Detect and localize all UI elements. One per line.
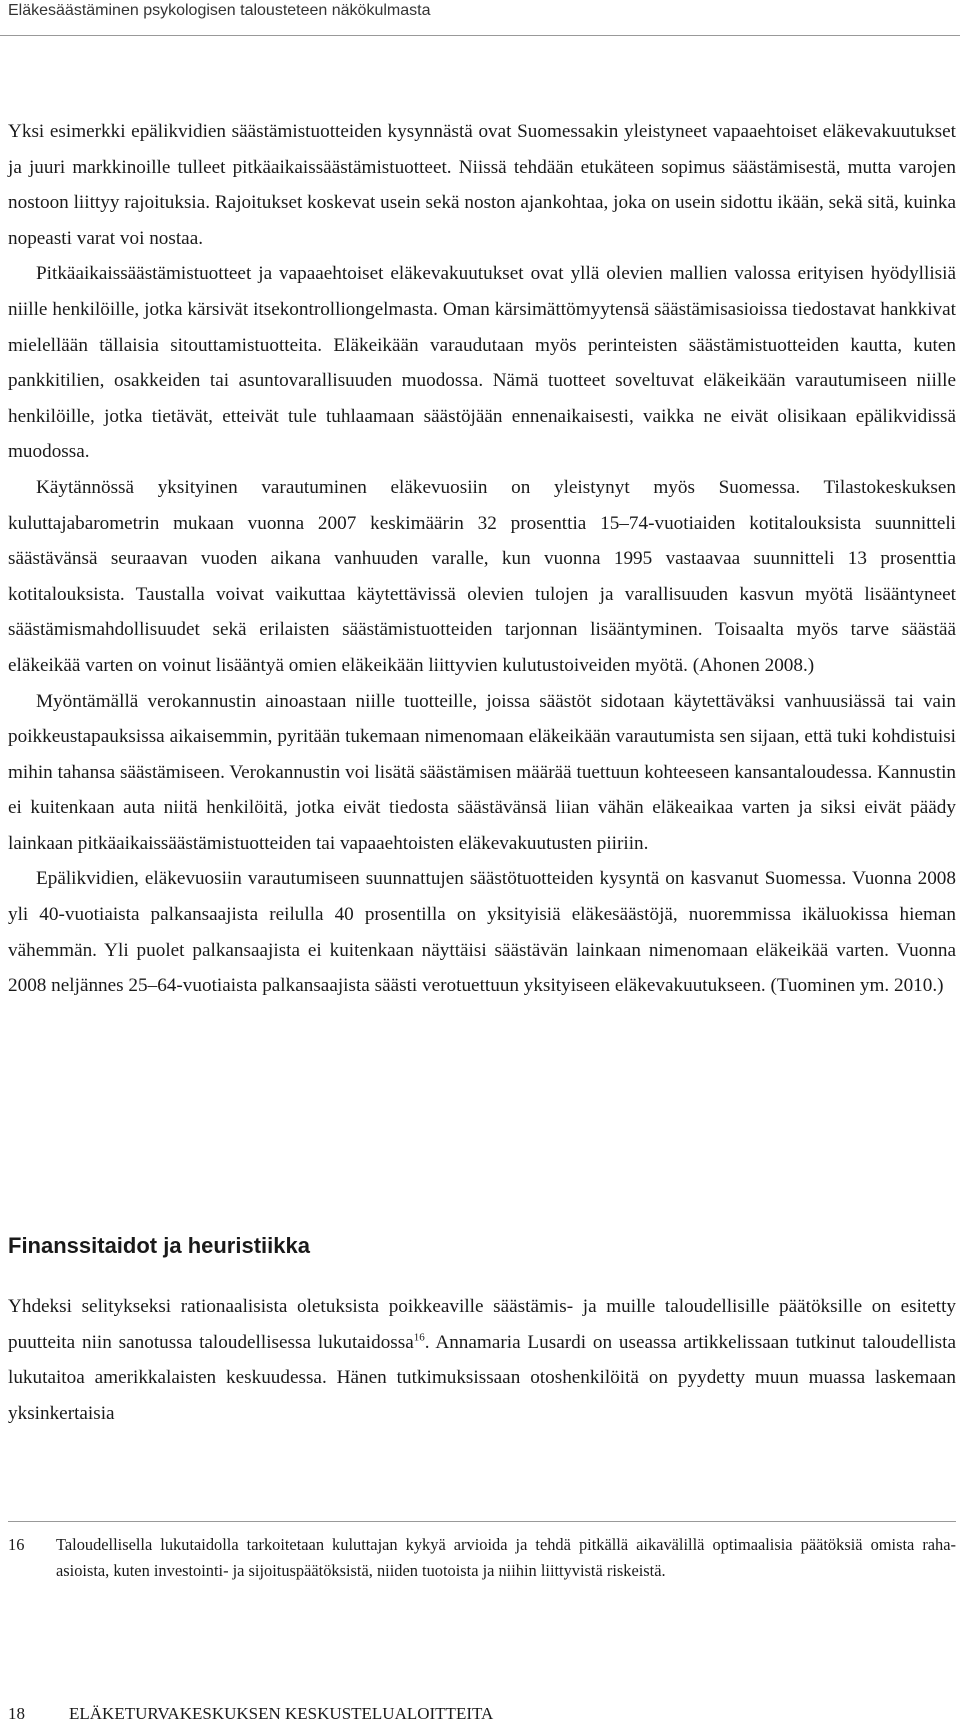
- footnote-rule: [8, 1521, 956, 1522]
- series-title: ELÄKETURVAKESKUKSEN KESKUSTELUALOITTEITA: [69, 1704, 494, 1723]
- body-text: [8, 114, 956, 1004]
- page-footer: [8, 1704, 493, 1724]
- footnote-number: 16: [8, 1535, 25, 1554]
- section-text-part-2: . Annamaria Lusardi on useassa artikkelissaan tutkinut taloudellista lukutaitoa amerikkalaisten keskuudessa. Hänen tutkimuksissaan otoshenkilöitä on pyydetty muun muassa laskemaan yksinkertaisia: [8, 1331, 956, 1424]
- paragraph-4: Myöntämällä verokannustin ainoastaan niille tuotteille, joissa säästöt sidotaan käytettäväksi vanhuusiässä tai vain poikkeustapauksissa aikaisemmin, pyritään tukemaan nimenomaan eläkeikään varautumista sen sijaan, että tuki kohdistuisi mihin tahansa säästämiseen. Verokannustin voi lisätä säästämisen määrää tuettuun kohteeseen kansantaloudessa. Kannustin ei kuitenkaan auta niitä henkilöitä, jotka eivät tiedosta säästävänsä liian vähän eläkeaikaa varten ja siksi eivät päädy lainkaan pitkäaikaissäästämistuotteiden tai vapaaehtoisten eläkevakuutusten piiriin.: [8, 690, 956, 854]
- footnote: [8, 1532, 956, 1584]
- page-number: 18: [8, 1704, 25, 1723]
- section-heading: Finanssitaidot ja heuristiikka: [8, 1233, 310, 1258]
- paragraph-2: Pitkäaikaissäästämistuotteet ja vapaaehtoiset eläkevakuutukset ovat yllä olevien mallien valossa erityisen hyödyllisiä niille henkilöille, jotka kärsivät itsekontrolliongelmasta. Oman kärsimättömyytensä säästämisasioissa tiedostavat hankkivat mielellään tällaisia sitouttamistuotteita. Eläkeikään varaudutaan myös perinteisten säästämistuotteiden kautta, kuten pankkitilien, osakkeiden tai asuntovarallisuuden muodossa. Nämä tuotteet soveltuvat eläkeikään varautumiseen niille henkilöille, jotka tietävät, etteivät tule tuhlaamaan säästöjään ennenaikaisesti, vaikka ne eivät olisikaan epälikvidissä muodossa.: [8, 263, 956, 463]
- paragraph-3: Käytännössä yksityinen varautuminen eläkevuosiin on yleistynyt myös Suomessa. Tilastokeskuksen kuluttajabarometrin mukaan vuonna 2007 keskimäärin 32 prosenttia 15–74-vuotiaiden kotitalouksista suunnitteli säästävänsä seuraavan vuoden aikana vanhuuden varalle, kun vuonna 1995 vastaavaa suunnitteli 13 prosenttia kotitalouksista. Taustalla voivat vaikuttaa käytettävissä olevien tulojen ja varallisuuden kasvun myötä lisääntyneet säästämismahdollisuudet sekä erilaisten säästämistuotteiden tarjonnan lisääntyminen. Toisaalta myös tarve säästää eläkeikää varten on voinut lisääntyä omien eläkeikään liittyvien kulutustoiveiden myötä. (Ahonen 2008.): [8, 476, 956, 676]
- running-header: Eläkesäästäminen psykologisen talousteteen näkökulmasta: [8, 2, 431, 19]
- section-paragraph: [8, 1289, 956, 1431]
- header-rule: [0, 35, 960, 36]
- section-text-part-1: Yhdeksi selitykseksi rationaalisista oletuksista poikkeaville säästämis- ja muille taloudellisille päätöksille on esitetty puutteita niin sanotussa taloudellisessa lukutaidossa: [8, 1296, 956, 1353]
- paragraph-1: Yksi esimerkki epälikvidien säästämistuotteiden kysynnästä ovat Suomessakin yleistyneet vapaaehtoiset eläkevakuutukset ja juuri markkinoille tulleet pitkäaikaissäästämistuotteet. Niissä tehdään etukäteen sopimus säästämisestä, mutta varojen nostoon liittyy rajoituksia. Rajoitukset koskevat usein sekä noston ajankohtaa, joka on usein sidottu ikään, sekä sitä, kuinka nopeasti varat voi nostaa.: [8, 121, 956, 249]
- paragraph-5: Epälikvidien, eläkevuosiin varautumiseen suunnattujen säästötuotteiden kysyntä on kasvanut Suomessa. Vuonna 2008 yli 40-vuotiaista palkansaajista reilulla 40 prosentilla on yksityisiä eläkesäästöjä, nuoremmissa ikäluokissa hieman vähemmän. Yli puolet palkansaajista ei kuitenkaan näyttäisi säästävän lainkaan nimenomaan eläkeikää varten. Vuonna 2008 neljännes 25–64-vuotiaista palkansaajista säästi verotuettuun yksityiseen eläkevakuutukseen. (Tuominen ym. 2010.): [8, 868, 956, 997]
- section-text: [8, 1289, 956, 1431]
- footnote-text: Taloudellisella lukutaidolla tarkoitetaan kuluttajan kykyä arvioida ja tehdä pitkällä aikavälillä optimaalisia päätöksiä omista raha-asioista, kuten investointi- ja sijoituspäätöksistä, niiden tuotoista ja niihin liittyvistä riskeistä.: [56, 1535, 956, 1580]
- footnote-reference[interactable]: 16: [413, 1331, 425, 1344]
